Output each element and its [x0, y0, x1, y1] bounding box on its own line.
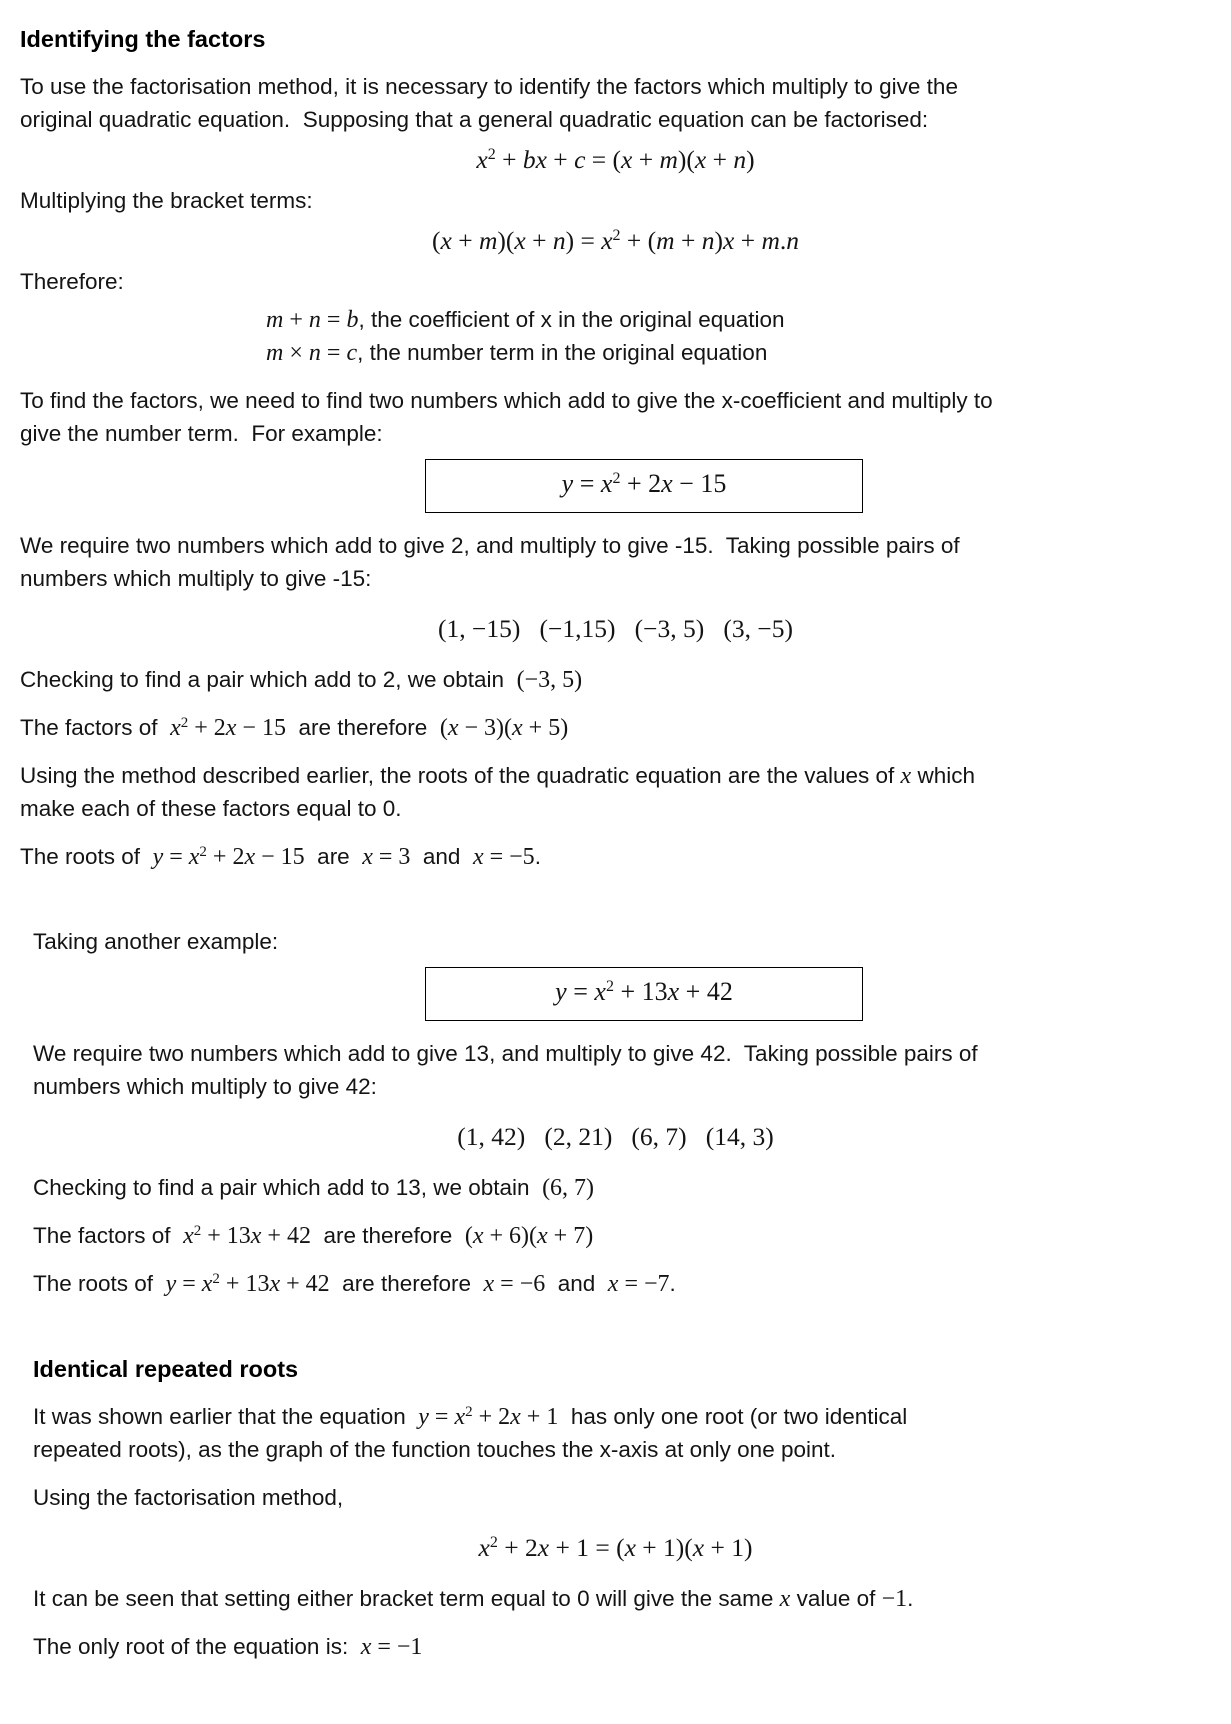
math-segment: x — [478, 1533, 490, 1562]
rule-sum — [20, 305, 1211, 335]
math-segment: + — [451, 226, 479, 255]
text-line — [20, 1173, 1211, 1203]
math-segment: + 1 — [520, 1404, 559, 1430]
math-segment: 2 — [180, 714, 189, 731]
math-segment: x — [607, 1271, 619, 1297]
math-segment: x — [900, 763, 912, 789]
math-segment: x — [170, 715, 181, 741]
text-segment: and — [545, 1271, 608, 1296]
number-pairs-example-2 — [20, 1120, 1211, 1155]
math-segment: 2 — [612, 227, 621, 245]
math-segment: + — [706, 145, 734, 174]
math-segment: = — [573, 469, 601, 498]
math-segment: + 2 — [620, 469, 662, 498]
math-segment: + ( — [620, 226, 657, 255]
equation-general-factorised — [20, 143, 1211, 178]
text-segment: are therefore — [329, 1271, 484, 1296]
math-segment: = −5 — [483, 844, 535, 870]
text-segment: Therefore: — [20, 269, 124, 294]
math-segment: − 15 — [255, 844, 305, 870]
text-segment: numbers which multiply to give 42: — [33, 1074, 377, 1099]
math-segment: . — [779, 226, 787, 255]
math-segment: + 2 — [472, 1404, 511, 1430]
math-segment: + 6)( — [483, 1223, 537, 1249]
math-segment: x — [722, 226, 735, 255]
math-segment: x — [661, 469, 673, 498]
math-segment: −1 — [881, 1586, 908, 1612]
math-segment: y — [152, 844, 164, 870]
math-segment: m — [478, 226, 498, 255]
math-segment: x — [694, 145, 707, 174]
math-segment: x — [440, 226, 452, 255]
math-segment: x — [454, 1404, 466, 1430]
math-segment: x — [483, 1271, 495, 1297]
math-segment: (1, −15) (−1,15) (−3, 5) (3, −5) — [438, 614, 793, 643]
math-segment: m — [266, 340, 284, 366]
text-segment: make each of these factors equal to 0. — [20, 796, 402, 821]
text-segment: , the number term in the original equation — [357, 340, 768, 365]
text-segment: The factors of — [20, 715, 171, 740]
math-segment: = −6 — [494, 1271, 546, 1297]
math-segment: x — [269, 1271, 281, 1297]
text-segment: The only root of the equation is: — [33, 1634, 361, 1659]
text-segment: Identical repeated roots — [33, 1356, 299, 1382]
text-line — [20, 1483, 1211, 1513]
text-segment: . — [907, 1586, 914, 1611]
math-segment: ) = — [565, 226, 602, 255]
math-segment: )( — [677, 145, 695, 174]
math-segment: x — [188, 844, 200, 870]
math-segment: = −1 — [371, 1634, 423, 1660]
text-line — [20, 1435, 1211, 1465]
math-segment: x — [779, 1586, 791, 1612]
text-line — [20, 105, 1211, 135]
math-segment: = ( — [585, 145, 622, 174]
text-segment: and — [410, 844, 473, 869]
math-segment: + — [674, 226, 702, 255]
math-segment: + 2 — [497, 1533, 538, 1562]
math-segment: x — [225, 715, 237, 741]
text-segment: Checking to find a pair which add to 13, we obtain — [33, 1175, 543, 1200]
math-segment: x — [594, 977, 606, 1006]
math-segment: + 7) — [547, 1223, 594, 1249]
math-segment: + — [495, 145, 523, 174]
math-segment: 2 — [193, 1222, 202, 1239]
math-segment: x — [476, 145, 488, 174]
math-segment: m — [761, 226, 780, 255]
section-heading-identical-repeated-roots — [20, 1354, 1211, 1384]
math-segment: − 15 — [672, 469, 727, 498]
equation-box — [425, 967, 863, 1021]
math-segment: 2 — [489, 1534, 498, 1552]
math-segment: − 3)( — [458, 715, 512, 741]
math-segment: + 42 — [261, 1223, 311, 1249]
text-line — [20, 1269, 1211, 1299]
math-segment: + — [283, 307, 309, 333]
math-segment: = — [320, 307, 347, 333]
math-segment: c — [574, 145, 586, 174]
text-line — [20, 1072, 1211, 1102]
text-segment: repeated roots), as the graph of the function touches the x-axis at only one point. — [33, 1437, 837, 1462]
text-segment: The roots of — [20, 844, 153, 869]
math-segment: y — [555, 977, 567, 1006]
math-segment: + 13 — [201, 1223, 251, 1249]
math-segment: x — [250, 1223, 262, 1249]
math-segment: x — [600, 469, 613, 498]
math-segment: x — [201, 1271, 213, 1297]
math-segment: n — [733, 145, 747, 174]
math-segment: + 42 — [280, 1271, 330, 1297]
math-segment: (1, 42) (2, 21) (6, 7) (14, 3) — [457, 1122, 774, 1151]
text-segment: give the number term. For example: — [20, 421, 383, 446]
math-segment: (6, 7) — [542, 1175, 595, 1201]
math-segment: + 5) — [522, 715, 569, 741]
equation-repeated-root — [20, 1531, 1211, 1566]
math-segment: = — [163, 844, 189, 870]
text-line — [20, 713, 1211, 743]
text-segment: The roots of — [33, 1271, 166, 1296]
text-segment: . — [534, 844, 541, 869]
text-line — [20, 665, 1211, 695]
text-segment: value of — [790, 1586, 882, 1611]
math-segment: n — [701, 226, 715, 255]
math-segment: x — [362, 844, 373, 870]
math-segment: + 1) — [704, 1533, 753, 1562]
text-segment: Identifying the factors — [20, 26, 266, 52]
text-line — [20, 794, 1211, 824]
math-segment: 2 — [465, 1403, 473, 1420]
math-segment: + — [525, 226, 553, 255]
math-segment: + — [632, 145, 660, 174]
math-segment: y — [561, 469, 574, 498]
text-segment: are therefore — [310, 1223, 465, 1248]
math-segment: m — [659, 145, 678, 174]
math-segment: ( — [432, 226, 441, 255]
rule-product — [20, 338, 1211, 368]
text-segment: Using the factorisation method, — [33, 1485, 344, 1510]
math-segment: = — [428, 1404, 455, 1430]
math-segment: + 13 — [219, 1271, 270, 1297]
math-segment: 2 — [212, 1270, 220, 1287]
text-segment: numbers which multiply to give -15: — [20, 566, 372, 591]
math-segment: )( — [497, 226, 515, 255]
math-segment: m — [656, 226, 675, 255]
equation-expanded-brackets — [20, 224, 1211, 259]
math-segment: − 15 — [236, 715, 286, 741]
text-line — [20, 186, 1211, 216]
text-segment: It can be seen that setting either bracket term equal to 0 will give the same — [33, 1586, 780, 1611]
math-segment: + — [546, 145, 575, 174]
text-segment: The factors of — [33, 1223, 184, 1248]
text-segment: are therefore — [285, 715, 440, 740]
math-segment: x — [183, 1223, 194, 1249]
math-segment: x — [537, 1533, 550, 1562]
text-segment: We require two numbers which add to give 13, and multiply to give 42. Taking possible pairs of — [33, 1041, 978, 1066]
math-segment: bx — [522, 145, 547, 174]
math-segment: x — [510, 1404, 521, 1430]
math-segment: ( — [439, 715, 448, 741]
math-segment: × — [283, 340, 309, 366]
math-segment: (−3, 5) — [516, 667, 583, 693]
math-segment: + 2 — [206, 844, 245, 870]
math-segment: x — [447, 715, 459, 741]
math-segment: 2 — [605, 978, 614, 996]
text-segment: Taking another example: — [33, 929, 279, 954]
math-segment: x — [512, 715, 523, 741]
text-line — [20, 1584, 1211, 1614]
equation-box — [425, 459, 863, 513]
text-line — [20, 267, 1211, 297]
text-line — [20, 842, 1211, 872]
section-heading-identifying-the-factors — [20, 24, 1211, 54]
math-segment: c — [346, 340, 358, 366]
math-segment: = — [320, 340, 347, 366]
number-pairs-example-1 — [20, 612, 1211, 647]
math-segment: x — [692, 1533, 705, 1562]
math-segment: 2 — [612, 470, 621, 488]
math-segment: + — [734, 226, 762, 255]
text-line — [20, 1221, 1211, 1251]
text-segment: , the coefficient of x in the original equation — [358, 307, 785, 332]
math-segment: + 1 = ( — [549, 1533, 625, 1562]
math-segment: ) — [714, 226, 723, 255]
text-line — [20, 419, 1211, 449]
text-segment: has only one root (or two identical — [558, 1404, 908, 1429]
math-segment: b — [346, 307, 359, 333]
text-line — [20, 761, 1211, 791]
text-line — [20, 1402, 1211, 1432]
text-segment: To find the factors, we need to find two numbers which add to give the x-coefficient and multiply to — [20, 388, 993, 413]
math-segment: + 1)( — [635, 1533, 693, 1562]
math-segment: x — [244, 844, 256, 870]
text-segment: It was shown earlier that the equation — [33, 1404, 419, 1429]
text-segment: To use the factorisation method, it is necessary to identify the factors which multiply to give the — [20, 74, 958, 99]
math-segment: y — [165, 1271, 177, 1297]
text-segment: Using the method described earlier, the roots of the quadratic equation are the values of — [20, 763, 901, 788]
text-segment: Checking to find a pair which add to 2, we obtain — [20, 667, 517, 692]
math-segment: x — [624, 1533, 636, 1562]
math-segment: x — [472, 844, 484, 870]
math-segment: + 2 — [188, 715, 226, 741]
math-segment: n — [308, 340, 321, 366]
text-segment: . — [669, 1271, 676, 1296]
math-segment: = −7 — [618, 1271, 670, 1297]
math-segment: + 42 — [679, 977, 733, 1006]
text-line — [20, 1632, 1211, 1662]
text-line — [20, 927, 1211, 957]
text-line — [20, 72, 1211, 102]
text-line — [20, 1039, 1211, 1069]
text-segment: original quadratic equation. Supposing that a general quadratic equation can be factorised: — [20, 107, 929, 132]
math-segment: x — [621, 145, 633, 174]
text-line — [20, 386, 1211, 416]
math-segment: 2 — [487, 146, 496, 164]
text-segment: We require two numbers which add to give 2, and multiply to give -15. Taking possible pairs of — [20, 533, 960, 558]
math-segment: x — [472, 1223, 484, 1249]
text-segment: which — [911, 763, 975, 788]
math-segment: n — [786, 226, 799, 255]
math-segment: y — [418, 1404, 429, 1430]
math-segment: x — [514, 226, 526, 255]
math-segment: x — [667, 977, 680, 1006]
math-segment: x — [360, 1634, 372, 1660]
boxed-equation-example-2 — [20, 967, 1211, 1021]
math-segment: x — [601, 226, 613, 255]
math-segment: n — [552, 226, 566, 255]
math-segment: ( — [464, 1223, 473, 1249]
math-segment: 2 — [199, 843, 207, 860]
text-line — [20, 531, 1211, 561]
boxed-equation-example-1 — [20, 459, 1211, 513]
math-segment: n — [308, 307, 321, 333]
math-segment: ) — [746, 145, 755, 174]
text-segment: Multiplying the bracket terms: — [20, 188, 313, 213]
text-line — [20, 564, 1211, 594]
math-segment: + 13 — [613, 977, 668, 1006]
math-segment: x — [537, 1223, 548, 1249]
math-segment: m — [266, 307, 284, 333]
math-segment: = 3 — [372, 844, 411, 870]
math-segment: = — [566, 977, 595, 1006]
text-segment: are — [304, 844, 363, 869]
math-segment: = — [176, 1271, 202, 1297]
